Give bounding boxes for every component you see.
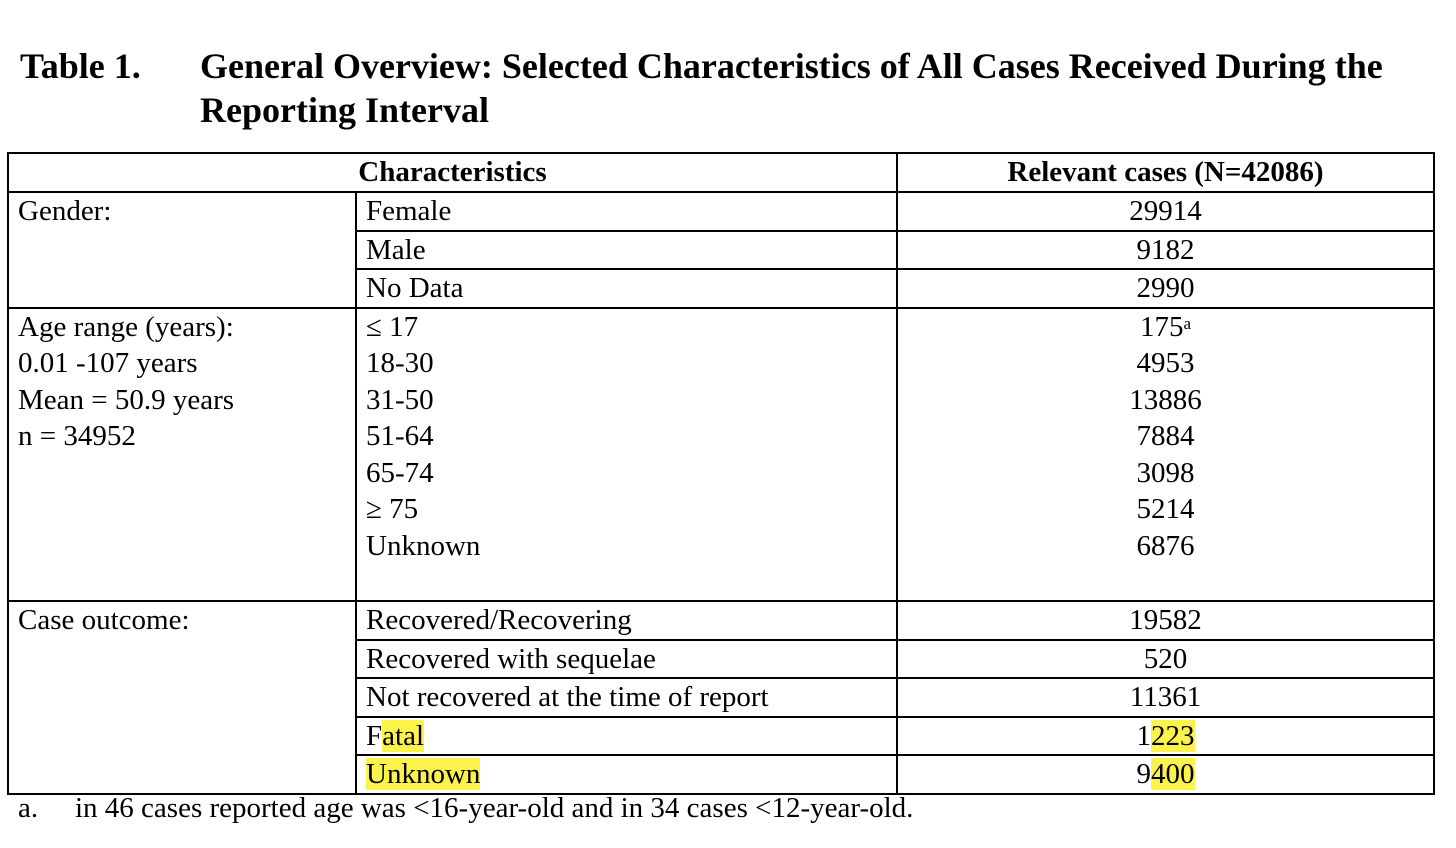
highlighted-text: Unknown: [366, 758, 481, 790]
row-label: Recovered with sequelae: [356, 640, 897, 679]
age-mean-label: Mean = 50.9 years: [18, 383, 235, 416]
row-value: 5214: [1136, 493, 1195, 525]
row-label: [356, 755, 897, 794]
row-label: Unknown: [366, 529, 481, 562]
header-row: [8, 153, 1434, 192]
row-value: 11361: [897, 678, 1434, 717]
row-value: 175$^a$: [1139, 310, 1192, 343]
table-row: [8, 192, 1434, 231]
row-label: 31-50: [366, 383, 434, 416]
row-label: 18-30: [366, 347, 434, 379]
gender-group-label: Gender:: [8, 192, 356, 308]
characteristics-table: [7, 152, 1435, 795]
outcome-group-label: Case outcome:: [8, 601, 356, 794]
row-value: 19582: [897, 601, 1434, 640]
age-range-label: Age range (years):: [18, 310, 234, 343]
row-value: 3098: [1136, 456, 1195, 489]
row-label: Not recovered at the time of report: [356, 678, 897, 717]
row-value: 6876: [1136, 529, 1195, 562]
row-label: No Data: [356, 269, 897, 308]
row-label: Recovered/Recovering: [356, 601, 897, 640]
row-label: ≤ 17: [366, 310, 419, 343]
row-value: 4953: [1136, 347, 1195, 379]
highlighted-text: 400: [1151, 758, 1195, 790]
row-value: 520: [897, 640, 1434, 679]
row-label: Female: [356, 192, 897, 231]
age-values: [897, 308, 1434, 602]
highlighted-text: 223: [1151, 719, 1195, 752]
footnote-text: in 46 cases reported age was <16-year-old and in 34 cases <12-year-old.: [75, 792, 914, 824]
age-n-label: n = 34952: [18, 420, 136, 452]
age-categories: [356, 308, 897, 602]
table-caption: General Overview: Selected Characteristics of All Cases Received During the Reporting Interval: [200, 46, 1383, 130]
row-value: 2990: [897, 269, 1434, 308]
row-value: 7884: [1136, 420, 1195, 452]
footnote-marker: a: [1183, 313, 1192, 333]
row-label: Fatal: [356, 717, 897, 756]
footnote-label: a.: [18, 792, 39, 824]
age-group-row: [8, 308, 1434, 602]
table-row: [8, 601, 1434, 640]
row-value: 1223: [897, 717, 1434, 756]
row-label: 65-74: [366, 456, 434, 489]
row-value: 13886: [1129, 383, 1202, 416]
header-relevant-cases: Relevant cases (N=42086): [897, 153, 1434, 192]
row-value: 29914: [897, 192, 1434, 231]
table-number: Table 1.: [20, 46, 141, 86]
row-label: 51-64: [366, 420, 434, 452]
row-value: 9182: [897, 231, 1434, 270]
age-span-label: 0.01 -107 years: [18, 347, 198, 379]
row-value: 9400: [897, 755, 1434, 794]
row-label: Male: [356, 231, 897, 270]
highlighted-text: atal: [382, 719, 424, 752]
age-group-label: [8, 308, 356, 602]
row-label: ≥ 75: [366, 493, 419, 525]
header-characteristics: Characteristics: [8, 153, 897, 192]
